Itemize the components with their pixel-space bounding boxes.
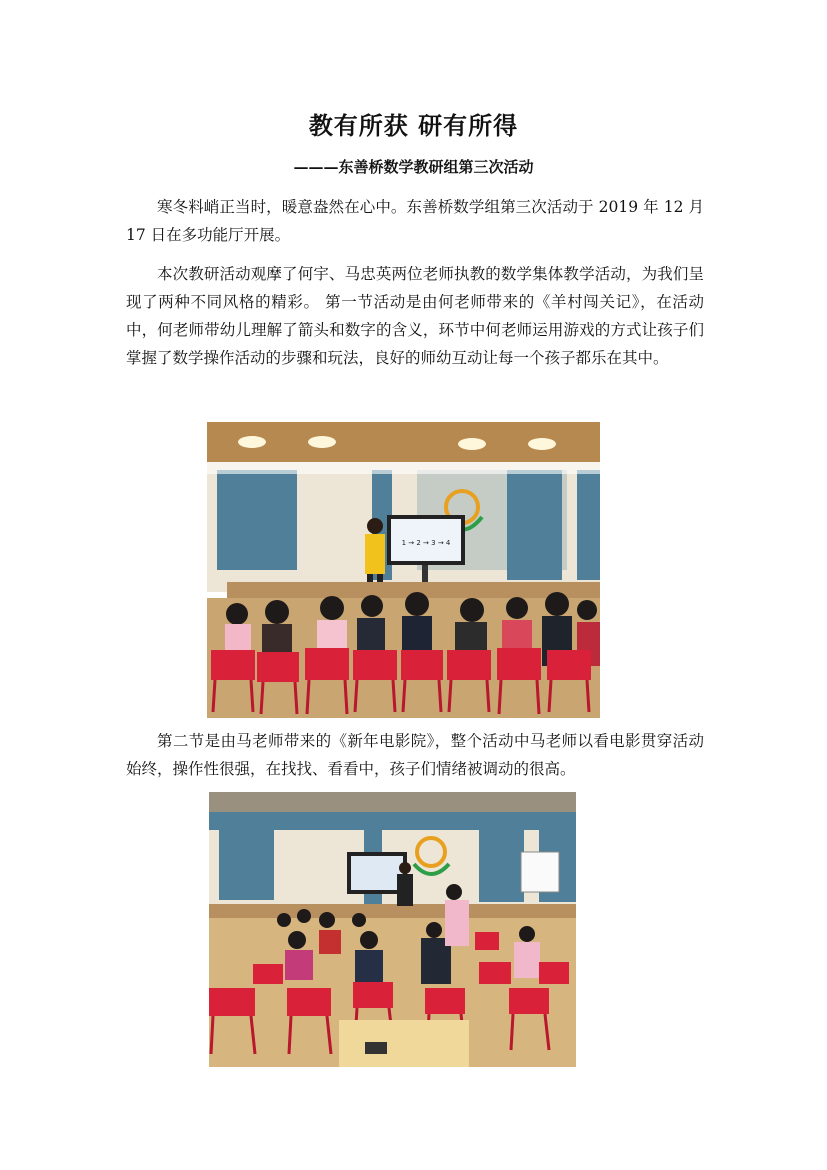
- page-title: 教有所获 研有所得: [308, 111, 519, 140]
- screen-text-1: 1 → 2 → 3 → 4: [401, 539, 451, 547]
- classroom-photo-1: [207, 422, 600, 718]
- paragraph-1: 寒冬料峭正当时，暖意盎然在心中。东善桥数学组第三次活动于 2019 年 12 月 17 日在多功能厅开展。: [126, 198, 704, 244]
- paragraph-2: 本次教研活动观摩了何宇、马忠英两位老师执教的数学集体教学活动，为我们呈现了两种不同风格的精彩。 第一节活动是由何老师带来的《羊村闯关记》，在活动中，何老师带幼儿理解了箭头和数字的含义，环节中何老师运用游戏的方式让孩子们掌握了数学操作活动的步骤和玩法，良好的师幼互动让每一个孩子都乐在其中。: [126, 265, 704, 367]
- page-subtitle: ———东善桥数学教研组第三次活动: [293, 158, 534, 176]
- paragraph-3: 第二节是由马老师带来的《新年电影院》，整个活动中马老师以看电影贯穿活动始终，操作性很强，在找找、看看中，孩子们情绪被调动的很高。: [126, 732, 704, 778]
- classroom-photo-2: [209, 792, 576, 1067]
